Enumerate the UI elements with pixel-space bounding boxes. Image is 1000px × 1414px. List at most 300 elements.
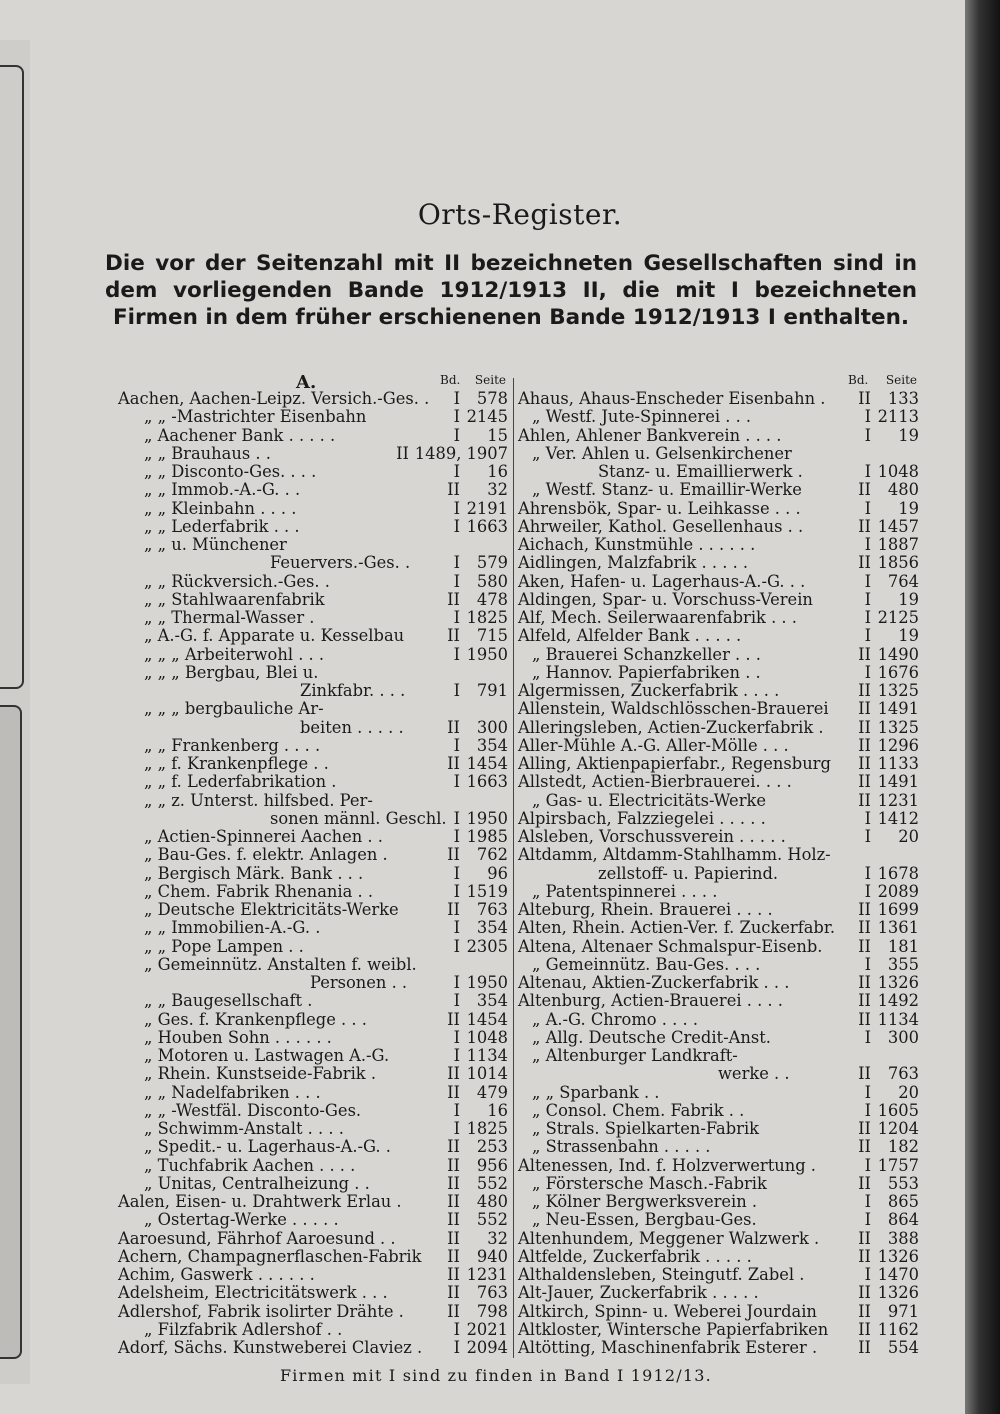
entry-volume: I [864, 954, 871, 974]
register-entry [118, 974, 510, 992]
entry-page: 300 [887, 1027, 919, 1047]
entry-volume: II [858, 973, 871, 992]
register-entry [518, 1303, 921, 1321]
register-entry [118, 1175, 510, 1193]
entry-page: 15 [487, 425, 508, 445]
entry-volume: II [447, 1283, 460, 1303]
entry-text: „ Actien-Spinnerei Aachen . . [144, 827, 383, 846]
entry-page: 1825 [466, 608, 508, 627]
entry-text: Personen . . [310, 973, 408, 992]
entry-text: „ Chem. Fabrik Rhenania . . [144, 881, 374, 901]
register-entry [118, 755, 510, 773]
entry-text: „ „ -Westfäl. Disconto-Ges. [144, 1100, 362, 1120]
entry-text: „ Westf. Stanz- u. Emaillir-Werke [532, 480, 802, 500]
entry-volume: II [447, 754, 460, 773]
entry-text: Aichach, Kunstmühle . . . . . . [518, 535, 756, 554]
register-entry [118, 1266, 510, 1284]
entry-text: „ A.-G. f. Apparate u. Kesselbau [144, 626, 405, 646]
entry-text: Altenburg, Actien-Brauerei . . . . [518, 991, 783, 1011]
entry-volume: II [447, 1301, 460, 1321]
entry-text: Altenau, Aktien-Zuckerfabrik . . . [518, 973, 790, 992]
entry-page: 1361 [877, 918, 919, 938]
entry-text: „ „ Immobilien-A.-G. . [144, 918, 321, 938]
entry-text: „ Rhein. Kunstseide-Fabrik . [144, 1064, 376, 1084]
entry-text: Alfeld, Alfelder Bank . . . . . [518, 626, 742, 646]
register-entry [518, 518, 921, 536]
entry-volume: I [453, 863, 460, 883]
entry-text: „ Bau-Ges. f. elektr. Anlagen . [144, 845, 388, 865]
entry-text: Altenessen, Ind. f. Holzverwertung . [518, 1155, 816, 1175]
entry-text: Altötting, Maschinenfabrik Esterer . [518, 1338, 818, 1357]
entry-volume: II [858, 918, 871, 938]
entry-text: „ Kölner Bergwerksverein . [532, 1192, 758, 1211]
entry-text: „ Tuchfabrik Aachen . . . . [144, 1155, 356, 1175]
cover-frame-lower [0, 705, 22, 1359]
entry-volume: I [864, 662, 871, 682]
entry-volume: II [447, 845, 460, 865]
entry-page: 354 [476, 991, 508, 1011]
register-entry [118, 1157, 510, 1175]
entry-page: 480 [887, 480, 919, 500]
entry-page: 19 [898, 425, 919, 445]
entry-volume: II [858, 699, 871, 719]
seite-header: Seite [474, 373, 506, 387]
register-entry [118, 408, 510, 426]
entry-text: „ „ u. Münchener [144, 535, 287, 554]
register-entry [118, 1303, 510, 1321]
entry-volume: I [453, 918, 460, 938]
register-entry [518, 1248, 921, 1266]
entry-page: 1326 [877, 973, 919, 992]
entry-page: 1134 [877, 1009, 919, 1029]
entry-page: 1950 [466, 644, 508, 664]
register-entry [118, 938, 510, 956]
register-entry [118, 956, 510, 974]
entry-page: 971 [887, 1301, 919, 1321]
entry-page: 791 [476, 681, 508, 700]
entry-text: „ „ Frankenberg . . . . [144, 735, 321, 755]
column-header [118, 372, 510, 393]
entry-page: 1887 [877, 535, 919, 554]
entry-text: Aachen, Aachen-Leipz. Versich.-Ges. . [118, 389, 430, 408]
entry-page: 552 [476, 1210, 508, 1230]
register-entry [518, 974, 921, 992]
entry-text: „ Deutsche Elektricitäts-Werke [144, 900, 399, 919]
entry-text: „ „ f. Krankenpflege . . [144, 754, 329, 773]
entry-volume: II [447, 1228, 460, 1248]
register-entry [118, 390, 510, 408]
register-entry [518, 427, 921, 445]
page-title: Orts-Register. [417, 198, 623, 231]
register-entry [118, 846, 510, 864]
entry-volume: I [453, 735, 460, 755]
entry-volume: I [864, 589, 871, 609]
entry-volume: I [453, 498, 460, 518]
entry-text: „ „ Stahlwaarenfabrik [144, 589, 325, 609]
entry-page: 865 [887, 1192, 919, 1211]
entry-page: 32 [487, 480, 508, 500]
entry-text: Alling, Aktienpapierfabr., Regensburg [518, 754, 831, 773]
register-entry [518, 901, 921, 919]
entry-page: 1326 [877, 1283, 919, 1303]
register-entry [118, 810, 510, 828]
entry-text: Alt-Jauer, Zuckerfabrik . . . . . [518, 1283, 759, 1303]
entry-page: 354 [476, 735, 508, 755]
entry-text: „ „ „ bergbauliche Ar- [144, 699, 324, 719]
entry-volume: I [453, 827, 460, 846]
entry-text: „ Schwimm-Anstalt . . . . [144, 1119, 344, 1138]
entry-text: „ „ -Mastrichter Eisenbahn [144, 407, 367, 427]
register-entry [118, 1047, 510, 1065]
entry-volume: II [447, 1137, 460, 1157]
entry-text: „ „ Rückversich.-Ges. . [144, 571, 330, 591]
entry-text: „ Ges. f. Krankenpflege . . . [144, 1009, 367, 1029]
entry-volume: II [447, 626, 460, 646]
entry-page: 2125 [877, 608, 919, 627]
entry-page: 1699 [877, 900, 919, 919]
entry-page: 1048 [466, 1027, 508, 1047]
entry-page: 16 [487, 462, 508, 481]
register-entry [518, 755, 921, 773]
entry-page: 579 [476, 553, 508, 573]
entry-text: „ „ Thermal-Wasser . [144, 608, 315, 627]
entry-volume: II [447, 480, 460, 500]
register-entry [518, 481, 921, 499]
register-entry [518, 627, 921, 645]
register-entry [518, 992, 921, 1010]
entry-page: 1985 [466, 827, 508, 846]
entry-volume: I [864, 827, 871, 846]
column-header [518, 372, 921, 390]
entry-volume: I [864, 1100, 871, 1120]
entry-page: 1950 [466, 808, 508, 828]
entry-page: 763 [476, 1283, 508, 1303]
entry-volume: II [447, 589, 460, 609]
register-entry [518, 591, 921, 609]
register-entry [118, 901, 510, 919]
register-entry [118, 445, 510, 463]
entry-page: 763 [887, 1064, 919, 1084]
section-letter: A. [296, 372, 317, 393]
entry-page: 1231 [466, 1265, 508, 1284]
entry-text: Altena, Altenaer Schmalspur-Eisenb. [518, 936, 823, 956]
entry-volume: II [447, 1210, 460, 1230]
register-entry [118, 919, 510, 937]
register-entry [518, 865, 921, 883]
intro-paragraph: Die vor der Seitenzahl mit II bezeichneten Gesellschaften sind in dem vorliegenden Bande 1912/1913 II, die mit I bezeichneten Firmen in dem früher erschienenen Bande 1912/1913 I enthalten. [105, 251, 917, 330]
register-entry [518, 1120, 921, 1138]
entry-volume: II [447, 1155, 460, 1175]
entry-volume: II [858, 1338, 871, 1357]
entry-volume: I [453, 973, 460, 992]
entry-page: 19 [898, 626, 919, 646]
register-entry [118, 1138, 510, 1156]
entry-volume: I [864, 535, 871, 554]
entry-volume: I [864, 1192, 871, 1211]
register-entry [118, 1102, 510, 1120]
entry-page: 553 [887, 1173, 919, 1193]
register-entry [118, 591, 510, 609]
register-entry [518, 883, 921, 901]
entry-text: Alten, Rhein. Actien-Ver. f. Zuckerfabr. [518, 918, 836, 938]
entry-page: 1325 [877, 681, 919, 700]
register-entry [118, 1284, 510, 1302]
register-entry [518, 609, 921, 627]
entry-text: „ Spedit.- u. Lagerhaus-A.-G. . [144, 1137, 391, 1157]
entry-text: „ Strals. Spielkarten-Fabrik [532, 1119, 760, 1138]
register-entry [518, 1211, 921, 1229]
entry-volume: I [453, 516, 460, 536]
register-entry [118, 481, 510, 499]
entry-page: 32 [487, 1228, 508, 1248]
register-entry [518, 463, 921, 481]
entry-page: 1134 [466, 1046, 508, 1065]
entry-volume: I [453, 571, 460, 591]
entry-volume: II [447, 717, 460, 737]
register-entry [518, 846, 921, 864]
entry-page: 2305 [466, 936, 508, 956]
entry-text: „ „ Pope Lampen . . [144, 936, 304, 956]
entry-page: 1856 [877, 553, 919, 573]
entry-page: 479 [476, 1082, 508, 1102]
entry-text: beiten . . . . . [300, 717, 404, 737]
entry-volume: II [447, 1265, 460, 1284]
entry-text: „ „ Nadelfabriken . . . [144, 1082, 321, 1102]
entry-page: 20 [898, 827, 919, 846]
entry-page: 480 [476, 1192, 508, 1211]
entry-volume: II [447, 1082, 460, 1102]
entry-volume: II [858, 1137, 871, 1157]
register-entry [118, 1029, 510, 1047]
register-entry [518, 1266, 921, 1284]
entry-text: „ Gemeinnütz. Bau-Ges. . . . [532, 954, 761, 974]
entry-volume: I [453, 425, 460, 445]
entry-page: 1825 [466, 1119, 508, 1138]
register-entry [518, 1157, 921, 1175]
entry-page: 1325 [877, 717, 919, 737]
entry-volume: II [858, 553, 871, 573]
entry-page: 2145 [466, 407, 508, 427]
entry-text: Aalen, Eisen- u. Drahtwerk Erlau . [118, 1192, 402, 1211]
entry-volume: I [864, 626, 871, 646]
entry-page: 864 [887, 1210, 919, 1230]
entry-text: „ Gemeinnütz. Anstalten f. weibl. [144, 954, 417, 974]
entry-text: Alsleben, Vorschussverein . . . . . [518, 827, 786, 846]
entry-volume: I [453, 808, 460, 828]
entry-volume: II [447, 900, 460, 919]
register-entry [518, 664, 921, 682]
entry-text: Altenhundem, Meggener Walzwerk . [518, 1228, 820, 1248]
entry-text: Adelsheim, Electricitätswerk . . . [118, 1283, 388, 1303]
entry-volume: II [396, 443, 409, 463]
entry-volume: II [858, 790, 871, 810]
register-entry [518, 1047, 921, 1065]
entry-text: „ Ver. Ahlen u. Gelsenkirchener [532, 443, 792, 463]
register-entry [118, 573, 510, 591]
cover-frame-upper [0, 65, 24, 689]
register-entry [518, 682, 921, 700]
entry-text: Stanz- u. Emaillierwerk . [598, 462, 803, 481]
register-entry [118, 792, 510, 810]
register-entry [118, 500, 510, 518]
register-entry [518, 1138, 921, 1156]
entry-volume: I [864, 1082, 871, 1102]
entry-text: Aidlingen, Malzfabrik . . . . . [518, 553, 749, 573]
entry-page: 354 [476, 918, 508, 938]
entry-text: „ Patentspinnerei . . . . [532, 881, 718, 901]
entry-volume: I [453, 936, 460, 956]
entry-volume: I [453, 389, 460, 408]
register-entry [518, 1011, 921, 1029]
entry-page: 2094 [466, 1338, 508, 1357]
register-entry [518, 919, 921, 937]
register-entry [118, 518, 510, 536]
entry-volume: I [864, 863, 871, 883]
register-entry [518, 500, 921, 518]
entry-volume: II [858, 1119, 871, 1138]
entry-text: „ Houben Sohn . . . . . . [144, 1027, 332, 1047]
entry-text: „ Förstersche Masch.-Fabrik [532, 1173, 767, 1193]
register-entry [518, 810, 921, 828]
entry-volume: I [453, 1338, 460, 1357]
register-entry [118, 646, 510, 664]
entry-page: 764 [887, 571, 919, 591]
entry-volume: I [453, 553, 460, 573]
entry-page: 253 [476, 1137, 508, 1157]
entry-text: Ahlen, Ahlener Bankverein . . . . [518, 425, 782, 445]
entry-text: „ „ Immob.-A.-G. . . [144, 480, 301, 500]
entry-volume: I [864, 571, 871, 591]
entry-volume: II [858, 516, 871, 536]
entry-text: Aaroesund, Fährhof Aaroesund . . [118, 1228, 396, 1248]
register-entry [518, 1284, 921, 1302]
entry-volume: II [858, 1246, 871, 1266]
entry-volume: II [858, 754, 871, 773]
register-entry [118, 609, 510, 627]
entry-page: 1490 [877, 644, 919, 664]
entry-volume: II [858, 389, 871, 408]
entry-page: 19 [898, 498, 919, 518]
entry-text: Achim, Gaswerk . . . . . . [118, 1265, 315, 1284]
entry-volume: I [453, 772, 460, 792]
entry-page: 1950 [466, 973, 508, 992]
register-entry [518, 1175, 921, 1193]
entry-text: Allstedt, Actien-Bierbrauerei. . . . [518, 772, 792, 792]
entry-page: 1296 [877, 735, 919, 755]
register-column-left [118, 372, 510, 1357]
entry-volume: II [858, 936, 871, 956]
register-entry [118, 463, 510, 481]
entry-text: Adlershof, Fabrik isolirter Drähte . [118, 1301, 404, 1321]
register-entry [518, 700, 921, 718]
entry-page: 1757 [877, 1155, 919, 1175]
register-entry [118, 1084, 510, 1102]
entry-page: 2021 [466, 1319, 508, 1339]
entry-page: 478 [476, 589, 508, 609]
entry-page: 1663 [466, 516, 508, 536]
register-entry [118, 773, 510, 791]
register-entry [518, 573, 921, 591]
entry-text: „ Consol. Chem. Fabrik . . [532, 1100, 745, 1120]
register-entry [518, 1321, 921, 1339]
entry-page: 578 [476, 389, 508, 408]
register-entry [118, 737, 510, 755]
entry-volume: I [453, 608, 460, 627]
entry-page: 96 [487, 863, 508, 883]
entry-text: „ Strassenbahn . . . . . [532, 1137, 711, 1157]
entry-text: Althaldensleben, Steingutf. Zabel . [518, 1265, 805, 1284]
entry-volume: I [864, 498, 871, 518]
entry-page: 1454 [466, 1009, 508, 1029]
entry-text: „ „ Brauhaus . . [144, 443, 271, 463]
register-entry [518, 445, 921, 463]
register-entry [118, 1011, 510, 1029]
entry-text: Altkirch, Spinn- u. Weberei Jourdain [518, 1301, 817, 1321]
column-divider [513, 378, 514, 1358]
entry-text: Ahaus, Ahaus-Enscheder Eisenbahn . [518, 389, 826, 408]
entry-page: 1678 [877, 863, 919, 883]
entry-text: „ Allg. Deutsche Credit-Anst. [532, 1027, 771, 1047]
entry-page: 20 [898, 1082, 919, 1102]
entry-text: sonen männl. Geschl. [270, 808, 447, 828]
entry-page: 552 [476, 1173, 508, 1193]
entry-volume: II [858, 480, 871, 500]
register-entry [518, 1084, 921, 1102]
entry-page: 300 [476, 717, 508, 737]
entry-volume: I [453, 881, 460, 901]
register-entry [118, 627, 510, 645]
entry-text: Aken, Hafen- u. Lagerhaus-A.-G. . . [518, 571, 806, 591]
register-entry [118, 700, 510, 718]
entry-text: „ Unitas, Centralheizung . . [144, 1173, 370, 1193]
register-entry [518, 719, 921, 737]
register-entry [118, 1065, 510, 1083]
entry-text: Algermissen, Zuckerfabrik . . . . [518, 681, 780, 700]
register-entry [518, 737, 921, 755]
entry-text: „ „ „ Arbeiterwohl . . . [144, 644, 325, 664]
entry-volume: I [453, 1046, 460, 1065]
bd-header: Bd. [848, 373, 869, 387]
register-entry [518, 828, 921, 846]
register-entry [118, 865, 510, 883]
entry-page: 1454 [466, 754, 508, 773]
register-entry [518, 554, 921, 572]
entry-page: 1489, 1907 [414, 443, 508, 463]
entry-text: „ Gas- u. Electricitäts-Werke [532, 790, 766, 810]
register-entry [118, 1120, 510, 1138]
entry-text: Aller-Mühle A.-G. Aller-Mölle . . . [518, 735, 789, 755]
entry-volume: II [447, 1009, 460, 1029]
entry-volume: I [453, 681, 460, 700]
entry-volume: II [447, 1246, 460, 1266]
entry-page: 388 [887, 1228, 919, 1248]
entry-volume: II [858, 735, 871, 755]
entry-volume: I [453, 1100, 460, 1120]
register-entry [118, 427, 510, 445]
entry-page: 1491 [877, 772, 919, 792]
entry-text: „ A.-G. Chromo . . . . [532, 1009, 698, 1029]
register-entry [118, 1321, 510, 1339]
entry-page: 762 [476, 845, 508, 865]
entry-text: „ Hannov. Papierfabriken . . [532, 662, 761, 682]
entry-volume: II [858, 1283, 871, 1303]
entry-text: „ Westf. Jute-Spinnerei . . . [532, 407, 752, 427]
entry-text: „ „ f. Lederfabrikation . [144, 772, 337, 792]
entry-volume: II [858, 991, 871, 1011]
entry-volume: I [864, 1027, 871, 1047]
entry-text: Zinkfabr. . . . [300, 681, 406, 700]
entry-page: 580 [476, 571, 508, 591]
